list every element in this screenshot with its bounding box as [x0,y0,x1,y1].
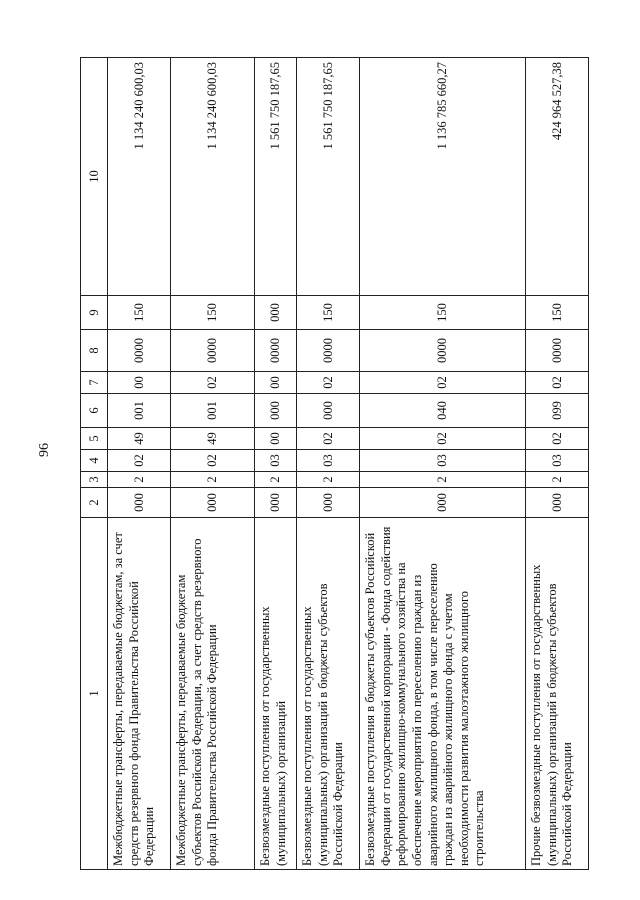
amount-cell: 1 561 750 187,65 [255,58,297,296]
column-header: 2 [81,488,108,518]
code-cell: 02 [297,428,360,450]
column-header: 8 [81,330,108,372]
row-name: Межбюджетные трансферты, передаваемые бюджетам, за счет средств резервного фонда Правительства Российской Федерации [108,518,171,870]
column-header: 7 [81,372,108,394]
code-cell: 2 [255,472,297,488]
code-cell: 02 [108,450,171,472]
code-cell: 00 [108,372,171,394]
table-row [526,58,589,870]
rotated-table-container [80,58,575,870]
column-header: 3 [81,472,108,488]
code-cell: 02 [171,450,255,472]
code-cell: 02 [526,372,589,394]
code-cell: 0000 [108,330,171,372]
code-cell: 099 [526,394,589,428]
column-header: 4 [81,450,108,472]
table-row [297,58,360,870]
code-cell: 02 [360,428,526,450]
code-cell: 150 [108,296,171,330]
code-cell: 02 [526,428,589,450]
row-name: Безвозмездные поступления в бюджеты субъектов Российской Федерации от государственной корпорации - Фонда содействия реформированию жилищно-коммунального хозяйства на обеспечение мероприятий по переселению граждан из аварийного жилищного фонда, в том числе переселению граждан из аварийного жилищного фонда с учетом необходимости развития малоэтажного жилищного строительства [360,518,526,870]
budget-table [80,57,589,870]
code-cell: 150 [297,296,360,330]
code-cell: 000 [255,296,297,330]
table-row [360,58,526,870]
table-row [255,58,297,870]
code-cell: 0000 [360,330,526,372]
row-name: Безвозмездные поступления от государственных (муниципальных) организаций [255,518,297,870]
code-cell: 0000 [526,330,589,372]
code-cell: 000 [108,488,171,518]
code-cell: 2 [297,472,360,488]
code-cell: 03 [360,450,526,472]
code-cell: 03 [526,450,589,472]
code-cell: 150 [360,296,526,330]
column-header: 9 [81,296,108,330]
code-cell: 03 [255,450,297,472]
code-cell: 150 [171,296,255,330]
amount-cell: 1 134 240 600,03 [171,58,255,296]
column-header: 1 [81,518,108,870]
page-number [30,430,60,470]
amount-cell: 1 134 240 600,03 [108,58,171,296]
code-cell: 49 [108,428,171,450]
code-cell: 00 [255,372,297,394]
code-cell: 040 [360,394,526,428]
code-cell: 000 [297,394,360,428]
row-name: Межбюджетные трансферты, передаваемые бюджетам субъектов Российской Федерации, за счет средств резервного фонда Правительства Российской Федерации [171,518,255,870]
table-row [108,58,171,870]
code-cell: 02 [297,372,360,394]
code-cell: 0000 [255,330,297,372]
code-cell: 2 [108,472,171,488]
code-cell: 2 [171,472,255,488]
code-cell: 001 [108,394,171,428]
code-cell: 03 [297,450,360,472]
code-cell: 2 [526,472,589,488]
code-cell: 0000 [171,330,255,372]
code-cell: 000 [297,488,360,518]
rotated-table-area [80,58,575,870]
code-cell: 02 [171,372,255,394]
table-header-row [81,58,108,870]
code-cell: 02 [360,372,526,394]
amount-cell: 1 561 750 187,65 [297,58,360,296]
code-cell: 000 [255,394,297,428]
code-cell: 000 [526,488,589,518]
code-cell: 2 [360,472,526,488]
code-cell: 00 [255,428,297,450]
row-name: Безвозмездные поступления от государственных (муниципальных) организаций в бюджеты субъектов Российской Федерации [297,518,360,870]
amount-cell: 424 964 527,38 [526,58,589,296]
code-cell: 49 [171,428,255,450]
table-row [171,58,255,870]
code-cell: 000 [171,488,255,518]
amount-cell: 1 136 785 660,27 [360,58,526,296]
code-cell: 001 [171,394,255,428]
code-cell: 0000 [297,330,360,372]
row-name: Прочие безвозмездные поступления от государственных (муниципальных) организаций в бюджеты субъектов Российской Федерации [526,518,589,870]
code-cell: 000 [255,488,297,518]
code-cell: 000 [360,488,526,518]
code-cell: 150 [526,296,589,330]
column-header: 10 [81,58,108,296]
column-header: 6 [81,394,108,428]
page-number-text: 96 [37,443,52,457]
column-header: 5 [81,428,108,450]
